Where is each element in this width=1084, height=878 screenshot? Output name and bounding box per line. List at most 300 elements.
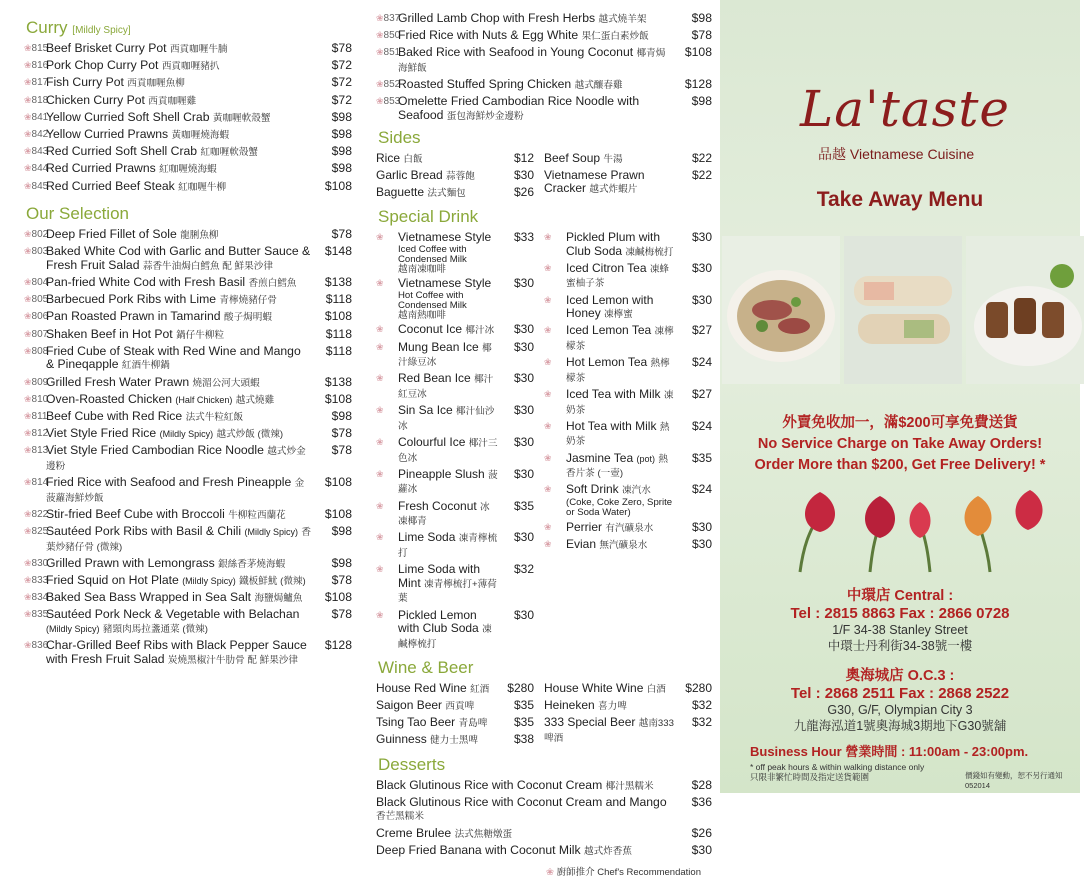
item-name-zh: 凍檸蜜: [604, 309, 633, 321]
central-phone-fax: Tel : 2815 8863 Fax : 2866 0728: [790, 605, 1010, 622]
menu-item: [544, 169, 712, 197]
takeaway-offer-banner: [720, 413, 1080, 476]
item-name: Evian: [566, 536, 597, 551]
menu-item: [24, 444, 352, 473]
item-name: Lime Soda with Mint: [398, 562, 481, 590]
oc3-address-en: G30, G/F, Olympian City 3: [827, 703, 973, 717]
item-name: Omelette Fried Cambodian Rice Noodle with Seafood: [398, 94, 640, 122]
lotus-icon: ❀: [376, 468, 384, 479]
item-name-zh: 果仁蛋白素炒飯: [581, 31, 649, 43]
menu-item: [24, 180, 352, 195]
item-name: Shaken Beef in Hot Pot: [46, 326, 173, 341]
lotus-icon: ❀: [544, 357, 552, 368]
item-name: Vietnamese Style: [398, 230, 492, 245]
offer-line-1: No Service Charge on Take Away Orders!: [757, 436, 1043, 452]
item-name-zh: 椰汁三色冰: [398, 438, 498, 464]
item-name: Pickled Lemon with Club Soda: [398, 607, 479, 636]
section-title-wine-beer: Wine & Beer: [378, 657, 474, 677]
lotus-icon: ❀: [376, 47, 384, 58]
lotus-icon: ❀: [24, 77, 32, 88]
item-price: $118: [325, 292, 352, 307]
item-name: Viet Style Fried Rice: [46, 426, 157, 441]
item-name-zh: 青島啤: [458, 718, 488, 730]
menu-column-2: [370, 0, 720, 878]
item-price: $98: [691, 11, 712, 25]
item-price: $32: [691, 715, 712, 730]
item-price: $24: [691, 482, 712, 497]
menu-item: [376, 46, 712, 75]
item-name-zh: 海鹽焗鱸魚: [254, 593, 303, 605]
item-price: $108: [324, 391, 352, 406]
menu-item: [376, 716, 534, 731]
item-price: $98: [331, 555, 352, 570]
menu-item: [376, 152, 534, 167]
food-photo-strip: [720, 236, 1080, 384]
lotus-icon: ❀: [24, 410, 32, 421]
item-price: $30: [513, 339, 534, 354]
item-name: Black Glutinous Rice with Coconut Cream and Mango: [376, 794, 667, 809]
menu-item: [24, 293, 352, 308]
item-name-zh: 越式炸蝦片: [589, 184, 638, 196]
item-name-zh: 香芒黑糯米: [376, 811, 424, 823]
item-price: $78: [691, 28, 712, 43]
item-name: Grilled Prawn with Lemongrass: [46, 555, 215, 570]
item-price: $98: [331, 408, 352, 423]
menu-item: [544, 324, 712, 353]
item-note: (Mildly Spicy): [159, 429, 214, 440]
menu-item: [376, 341, 534, 370]
menu-item: [24, 245, 352, 273]
lotus-icon: ❀: [376, 373, 384, 384]
lotus-icon: ❀: [376, 532, 384, 543]
chef-recommendation-note: [546, 864, 712, 878]
item-name-zh: 蒜蓉飽: [446, 170, 475, 182]
item-name-zh: 紅咖喱牛柳: [178, 181, 227, 193]
menu-item: [24, 376, 352, 391]
menu-item: [376, 277, 534, 321]
menu-item: [24, 557, 352, 572]
section-title-sides: Sides: [378, 127, 421, 147]
item-price: $32: [691, 698, 712, 713]
item-name: Yellow Curried Prawns: [46, 126, 169, 141]
item-name: Barbecued Pork Ribs with Lime: [46, 292, 217, 307]
item-name: Red Curried Beef Steak: [46, 178, 175, 193]
item-name-zh: 冰凍椰青: [398, 501, 490, 528]
item-number: 853: [383, 96, 401, 108]
item-name: Stir-fried Beef Cube with Broccoli: [46, 506, 225, 521]
lotus-icon: ❀: [24, 94, 32, 105]
item-name: Sin Sa Ice: [398, 403, 453, 418]
item-name-zh: 西貢咖喱牛腩: [169, 44, 228, 55]
lotus-icon: ❀: [376, 13, 384, 23]
section-title-selection: Our Selection: [26, 204, 129, 224]
menu-item: [24, 276, 352, 291]
item-name: Fresh Coconut: [398, 498, 477, 513]
item-price: $28: [691, 777, 712, 792]
item-price: $98: [331, 126, 352, 141]
item-price: $108: [324, 178, 352, 193]
item-name: Viet Style Fried Cambodian Rice Noodle: [46, 443, 264, 458]
menu-item: [24, 76, 352, 91]
item-number: 851: [383, 47, 401, 59]
item-name: Soft Drink: [566, 482, 619, 497]
lotus-icon: ❀: [376, 341, 384, 352]
item-name: 333 Special Beer: [544, 715, 636, 730]
item-name: Fried Squid on Hot Plate: [46, 573, 179, 588]
item-name-zh: 越式燒雞: [235, 394, 275, 406]
menu-item: [24, 59, 352, 74]
item-name: Iced Lemon with Honey: [566, 292, 654, 321]
item-price: $148: [324, 244, 352, 259]
item-number: 808: [31, 345, 49, 357]
item-price: $35: [513, 715, 534, 730]
menu-item: [24, 162, 352, 177]
menu-item: [544, 699, 712, 714]
item-price: $78: [331, 443, 352, 458]
item-name: Hot Lemon Tea: [566, 355, 648, 370]
item-name: Fried Rice with Nuts & Egg White: [398, 28, 579, 43]
menu-item: [24, 128, 352, 143]
item-name-zh: 凍青檸梳打+薄荷葉: [398, 578, 497, 605]
item-name: Mung Bean Ice: [398, 339, 479, 354]
item-name-zh: 椰汁仙沙冰: [398, 406, 495, 432]
lotus-icon: ❀: [24, 43, 32, 53]
item-name-zh: 凍青檸梳打: [398, 533, 498, 559]
lotus-icon: ❀: [544, 294, 552, 305]
lotus-icon: ❀: [376, 437, 384, 447]
oc3-title: 奧海城店 O.C.3 :: [845, 668, 955, 684]
item-price: $22: [691, 150, 712, 165]
menu-item: [376, 372, 534, 401]
item-name-zh: 越式炸香蕉: [583, 845, 632, 857]
item-name: Colourful Ice: [398, 435, 466, 449]
menu-item: [376, 95, 712, 123]
menu-item: [376, 699, 534, 714]
item-name: Grilled Fresh Water Prawn: [46, 374, 190, 389]
lotus-icon: ❀: [24, 311, 32, 322]
item-price: $98: [331, 109, 352, 124]
item-price: $30: [691, 842, 712, 857]
item-name: Red Curried Soft Shell Crab: [46, 144, 198, 159]
menu-item: [376, 682, 534, 697]
item-name-zh: 越式燒羊架: [598, 14, 647, 25]
item-name-zh: 牛柳粒西蘭花: [228, 509, 286, 521]
item-number: 835: [31, 609, 49, 621]
item-price: $78: [331, 426, 352, 441]
item-price: $108: [324, 309, 352, 324]
item-number: 822: [31, 508, 49, 520]
takeaway-title: Take Away Menu: [816, 188, 984, 211]
item-name-zh: 凍檸檬茶: [566, 326, 674, 353]
lotus-icon: ❀: [544, 262, 552, 273]
item-price: $30: [691, 260, 712, 275]
item-name-zh: 白飯: [403, 153, 423, 165]
menu-item: [376, 468, 534, 497]
item-price: $280: [685, 680, 712, 695]
item-name: Deep Fried Fillet of Sole: [46, 227, 177, 242]
item-price: $98: [331, 144, 352, 159]
item-name: Coconut Ice: [398, 322, 463, 337]
lotus-icon: ❀: [24, 609, 32, 620]
menu-item: [376, 231, 534, 275]
item-name-zh: 越式釀春雞: [574, 80, 623, 92]
item-name: House White Wine: [544, 680, 644, 695]
item-name: Baked Rice with Seafood in Young Coconut: [398, 45, 634, 60]
item-name-zh: 紅咖喱燒海蝦: [159, 164, 217, 176]
item-price: $128: [684, 77, 712, 92]
menu-item: [24, 476, 352, 505]
item-price: $35: [513, 498, 534, 513]
grilled-skewer-photo: [966, 236, 1084, 384]
item-price: $32: [513, 562, 534, 577]
item-name: Tsing Tao Beer: [376, 715, 456, 730]
menu-item: [544, 538, 712, 553]
lotus-icon: ❀: [24, 477, 32, 488]
section-title-curry: Curry [Mildly Spicy]: [26, 18, 131, 37]
item-price: $78: [331, 41, 352, 55]
menu-item: [544, 483, 712, 518]
item-price: $98: [691, 94, 712, 109]
item-name: Fried Rice with Seafood and Fresh Pineapple: [46, 475, 292, 490]
oc3-phone-fax: Tel : 2868 2511 Fax : 2868 2522: [790, 685, 1010, 702]
menu-item: [24, 228, 352, 243]
item-note: (Mildly Spicy): [244, 527, 298, 538]
menu-item: [544, 388, 712, 417]
section-title-special-drink: Special Drink: [378, 207, 479, 227]
menu-item: [544, 294, 712, 322]
item-price: $98: [331, 161, 352, 176]
menu-item: [376, 169, 534, 184]
item-price: $30: [513, 466, 534, 481]
menu-item: [544, 231, 712, 259]
item-note: (Half Chicken): [175, 394, 233, 405]
lotus-icon: ❀: [376, 96, 384, 107]
item-number: 817: [31, 77, 49, 89]
menu-item: [376, 186, 534, 201]
oc3-branch-info: [720, 664, 1080, 734]
item-name: Vietnamese Prawn Cracker: [544, 167, 645, 196]
menu-item: [24, 94, 352, 109]
item-name: Baked White Cod with Garlic and Butter Sauce & Fresh Fruit Salad: [46, 244, 311, 272]
section-title-desserts: Desserts: [378, 754, 446, 774]
lotus-icon: ❀: [544, 420, 552, 431]
item-name: Red Curried Prawns: [46, 161, 156, 176]
item-price: $108: [684, 45, 712, 60]
item-name-zh: 凍蜂蜜柚子茶: [566, 263, 670, 290]
item-name: Pickled Plum with Club Soda: [566, 230, 661, 258]
item-price: $280: [507, 680, 534, 695]
item-name-zh: 熱香片茶 (一壺): [566, 453, 668, 480]
menu-item: [376, 531, 534, 560]
menu-item: [24, 393, 352, 408]
item-subtitle: Iced Coffee with Condensed Milk: [398, 243, 467, 265]
item-name-zh: 黃咖喱軟殼蟹: [212, 112, 271, 124]
menu-item: [24, 410, 352, 425]
item-name: Oven-Roasted Chicken: [46, 391, 172, 406]
lotus-icon: ❀: [24, 294, 32, 305]
item-name: House Red Wine: [376, 680, 467, 695]
menu-item: [376, 796, 712, 824]
spring-roll-photo: [844, 236, 962, 384]
item-name: Garlic Bread: [376, 167, 443, 182]
item-number: 837: [383, 13, 401, 24]
item-name: Creme Brulee: [376, 825, 452, 840]
item-name: Lime Soda: [398, 530, 456, 545]
item-name-zh: 青檸燒豬仔骨: [219, 295, 277, 307]
item-name-zh: 香葉炒豬仔骨 (微辣): [46, 527, 311, 553]
menu-item: [544, 420, 712, 449]
oc3-address-zh: 九龍海泓道1號奧海城3期地下G30號舖: [793, 719, 1007, 733]
item-price: $35: [691, 450, 712, 465]
item-price: $78: [331, 607, 352, 622]
item-number: 814: [31, 477, 49, 489]
item-name: Beef Brisket Curry Pot: [46, 41, 167, 55]
lotus-icon: ❀: [24, 246, 32, 257]
item-number: 811: [31, 410, 48, 422]
drinks-list-left: [376, 231, 544, 654]
menu-item: [376, 733, 534, 748]
item-name-zh: 西貢啤: [445, 701, 475, 713]
item-number: 843: [31, 146, 49, 158]
item-price: $27: [691, 323, 712, 338]
item-name-zh: 越南熱咖啡: [398, 309, 446, 321]
chef-note-text: 廚師推介 Chef's Recommendation: [556, 867, 701, 878]
item-number: 809: [31, 376, 49, 388]
item-number: 802: [31, 229, 49, 241]
lotus-icon: ❀: [24, 640, 32, 651]
item-price: $128: [324, 638, 352, 653]
item-name-zh: 黃咖喱燒海蝦: [171, 129, 230, 141]
item-name: Iced Citron Tea: [566, 260, 647, 275]
lotus-icon: ❀: [544, 538, 552, 549]
item-name-zh: 喜力啤: [598, 701, 627, 713]
menu-item: [24, 328, 352, 343]
item-number: 850: [383, 30, 401, 42]
item-name-zh: 椰青焗海鮮飯: [398, 48, 666, 74]
item-name-zh: 椰汁冰: [465, 325, 495, 337]
item-price: $12: [513, 150, 534, 165]
lotus-icon: ❀: [544, 521, 552, 532]
item-number: 844: [31, 163, 49, 175]
menu-item: [544, 521, 712, 536]
item-name: Red Bean Ice: [398, 371, 471, 386]
item-name: Chicken Curry Pot: [46, 92, 145, 107]
offer-text-zh: 外賣免收加一，滿$200可享免費送貨: [782, 415, 1018, 431]
pho-bowl-photo: [722, 236, 840, 384]
item-price: $27: [691, 387, 712, 401]
item-name-zh: 凍奶茶: [566, 390, 674, 416]
item-number: 805: [31, 294, 49, 306]
delivery-footnote: * off peak hours & within walking distance only 只限非繁忙時間及指定送貨範圍: [750, 762, 925, 782]
menu-item: [376, 500, 534, 529]
item-name: Fish Curry Pot: [46, 75, 124, 90]
item-name: Beef Soup: [544, 150, 601, 165]
item-name: Beef Cube with Red Rice: [46, 408, 183, 423]
lotus-icon: ❀: [24, 60, 32, 71]
lotus-icon: ❀: [24, 180, 32, 191]
item-number: 804: [31, 277, 49, 289]
item-name-zh: 白酒: [646, 683, 666, 695]
item-name: Pan Roasted Prawn in Tamarind: [46, 309, 221, 324]
item-name: Sautéed Pork Neck & Vegetable with Belachan: [46, 607, 300, 622]
item-name: Hot Tea with Milk: [566, 418, 657, 433]
item-price: $30: [691, 230, 712, 245]
item-name-zh: 凍鹹檸梳打: [398, 624, 492, 650]
item-name: Black Glutinous Rice with Coconut Cream: [376, 777, 603, 792]
item-price: $24: [691, 355, 712, 370]
item-name: Baked Sea Bass Wrapped in Sea Salt: [46, 590, 252, 605]
item-subtitle: Hot Coffee with Condensed Milk: [398, 289, 467, 311]
item-name: Sautéed Pork Ribs with Basil & Chili: [46, 524, 242, 539]
item-price: $26: [513, 184, 534, 199]
item-price: $108: [324, 506, 352, 521]
item-number: 806: [31, 311, 49, 323]
item-note: (Mildly Spicy): [46, 624, 100, 635]
lotus-icon: ❀: [376, 278, 384, 289]
menu-item: [376, 404, 534, 433]
item-name-zh: 椰汁黑糯米: [605, 780, 654, 792]
menu-item: [24, 608, 352, 636]
lotus-icon: ❀: [544, 389, 552, 399]
item-number: 845: [31, 180, 49, 192]
item-number: 812: [31, 428, 49, 440]
item-note: (pot): [636, 453, 656, 464]
item-name-zh: 紅咖喱軟殼蟹: [200, 147, 259, 159]
item-name: Iced Lemon Tea: [566, 323, 652, 338]
item-name-zh: 法式麵包: [427, 187, 466, 199]
item-price: $78: [331, 227, 352, 242]
item-name: Jasmine Tea: [566, 450, 634, 465]
lotus-flowers-illustration: [760, 482, 1050, 572]
item-price: $22: [691, 167, 712, 182]
selection-list: [24, 228, 352, 667]
lotus-icon: ❀: [24, 557, 32, 568]
item-number: 815: [31, 43, 49, 54]
item-price: $35: [513, 698, 534, 713]
lotus-icon: ❀: [24, 111, 32, 122]
item-name-zh: 健力士黑啤: [430, 735, 479, 747]
menu-item: [376, 827, 712, 842]
item-name: Rice: [376, 150, 401, 165]
menu-item: [544, 452, 712, 481]
item-price: $38: [513, 732, 534, 747]
menu-item: [24, 111, 352, 126]
item-name: Guinness: [376, 732, 427, 747]
menu-item: [544, 356, 712, 385]
lotus-icon: ❀: [376, 609, 384, 620]
item-number: 830: [31, 557, 49, 569]
item-price: $118: [325, 343, 352, 358]
lotus-icon: ❀: [24, 428, 32, 439]
item-name-zh: 牛湯: [603, 153, 623, 165]
item-price: $30: [691, 536, 712, 551]
item-name-zh: 椰汁紅豆冰: [398, 374, 494, 401]
item-price: $30: [513, 435, 534, 449]
item-price: $138: [324, 275, 352, 290]
lotus-icon: ❀: [544, 232, 552, 243]
lotus-icon: ❀: [24, 345, 32, 356]
item-name: Deep Fried Banana with Coconut Milk: [376, 842, 581, 857]
item-name: Perrier: [566, 519, 603, 534]
item-price: $30: [513, 530, 534, 545]
lotus-icon: ❀: [544, 452, 552, 463]
item-price: $30: [513, 371, 534, 386]
item-number: 803: [31, 246, 49, 258]
item-name-zh: 法式焦糖燉蛋: [454, 828, 513, 840]
curry-list: [24, 42, 352, 194]
menu-item: [376, 323, 534, 338]
item-price: $30: [513, 322, 534, 337]
